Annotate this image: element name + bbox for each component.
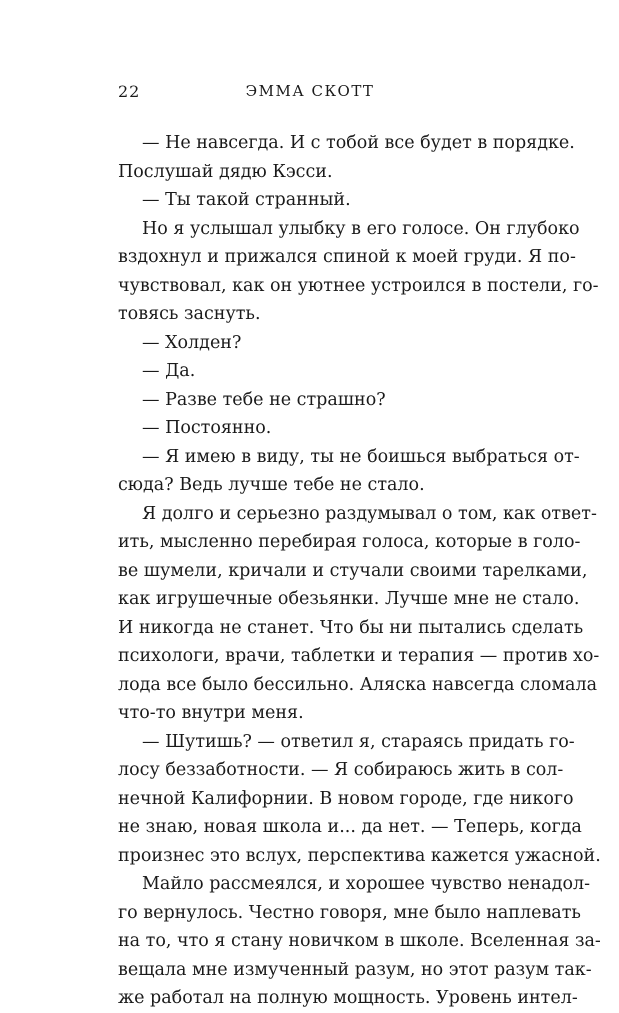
text-line: И никогда не станет. Что бы ни пытались сделать	[118, 617, 584, 638]
text-line: сюда? Ведь лучше тебе не стало.	[118, 475, 425, 495]
text-line: Майло рассмеялся, и хорошее чувство ненадол-	[142, 874, 591, 894]
text-line: — Холден?	[142, 332, 242, 353]
body-text	[118, 129, 601, 1013]
text-line: психологи, врачи, таблетки и терапия — против хо-	[118, 646, 600, 666]
text-line: произнес это вслух, перспектива кажется ужасной.	[118, 845, 601, 866]
text-line: Послушай дядю Кэсси.	[118, 161, 333, 182]
text-line: — Не навсегда. И с тобой все будет в порядке.	[142, 133, 575, 153]
text-line: вещала мне измученный разум, но этот разум так-	[118, 959, 592, 980]
text-line: — Я имею в виду, ты не боишься выбраться от-	[142, 446, 580, 467]
text-line: же работал на полную мощность. Уровень интел-	[118, 988, 578, 1008]
text-line: не знаю, новая школа и... да нет. — Теперь, когда	[118, 817, 582, 837]
text-line: ить, мысленно перебирая голоса, которые в голо-	[118, 532, 581, 552]
text-line: — Да.	[142, 361, 196, 381]
page-header	[118, 82, 502, 104]
text-line: Но я услышал улыбку в его голосе. Он глубоко	[142, 218, 580, 239]
text-line: го вернулось. Честно говоря, мне было наплевать	[118, 902, 581, 923]
text-line: на то, что я стану новичком в школе. Вселенная за-	[118, 931, 601, 951]
text-line: нечной Калифорнии. В новом городе, где никого	[118, 788, 574, 809]
page-number: 22	[118, 82, 141, 101]
text-line: что-то внутри меня.	[118, 703, 304, 723]
running-title: ЭММА СКОТТ	[245, 82, 375, 100]
text-line: лосу беззаботности. — Я собираюсь жить в сол-	[118, 760, 564, 780]
text-line: как игрушечные обезьянки. Лучше мне не стало.	[118, 589, 580, 609]
text-line: Я долго и серьезно раздумывал о том, как ответ-	[142, 503, 597, 524]
text-line: лода все было бессильно. Аляска навсегда сломала	[118, 674, 598, 695]
text-line: чувствовал, как он уютнее устроился в постели, го-	[118, 275, 599, 296]
text-line: — Шутишь? — ответил я, стараясь придать го-	[142, 731, 575, 752]
text-line: вздохнул и прижался спиной к моей груди. Я по-	[118, 247, 576, 267]
text-line: ве шумели, кричали и стучали своими тарелками,	[118, 560, 588, 581]
text-line: — Ты такой странный.	[142, 190, 351, 210]
text-line: товясь заснуть.	[118, 304, 261, 324]
text-line: — Постоянно.	[142, 418, 272, 438]
text-line: — Разве тебе не страшно?	[142, 389, 386, 410]
